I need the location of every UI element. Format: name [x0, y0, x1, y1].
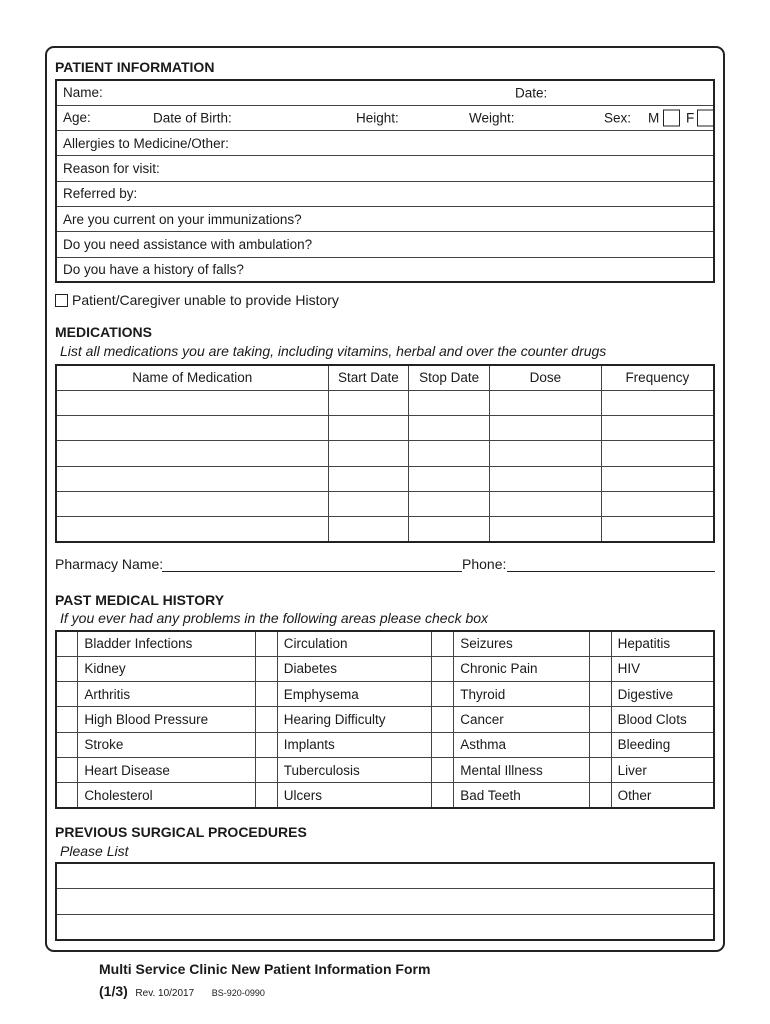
- col-header-start-date: Start Date: [328, 365, 409, 390]
- immunizations-label: Are you current on your immunizations?: [56, 206, 714, 231]
- condition-checkbox[interactable]: [589, 732, 611, 757]
- past-history-title: PAST MEDICAL HISTORY: [55, 592, 225, 608]
- form-footer-title: Multi Service Clinic New Patient Information Form: [99, 961, 431, 977]
- frequency-cell[interactable]: [601, 390, 714, 415]
- col-header-dose: Dose: [490, 365, 602, 390]
- condition-checkbox[interactable]: [589, 783, 611, 808]
- surgical-title: PREVIOUS SURGICAL PROCEDURES: [55, 824, 307, 840]
- surgical-subtitle: Please List: [60, 843, 129, 859]
- condition-checkbox[interactable]: [589, 682, 611, 707]
- medication-cell[interactable]: [56, 492, 328, 517]
- medications-subtitle: List all medications you are taking, including vitamins, herbal and over the counter drugs: [60, 343, 607, 359]
- start-date-cell[interactable]: [328, 441, 409, 466]
- condition-checkbox[interactable]: [589, 656, 611, 681]
- stop-date-cell[interactable]: [409, 466, 490, 491]
- condition-checkbox[interactable]: [432, 707, 454, 732]
- history-row: [56, 656, 714, 681]
- history-row: [56, 732, 714, 757]
- reason-row[interactable]: [56, 156, 714, 181]
- condition-label: Cholesterol: [78, 783, 256, 808]
- condition-label: Ulcers: [277, 783, 432, 808]
- condition-label: Tuberculosis: [277, 757, 432, 782]
- condition-label: Implants: [277, 732, 432, 757]
- dose-cell[interactable]: [490, 466, 602, 491]
- col-header-frequency: Frequency: [601, 365, 714, 390]
- age-label: Age:: [63, 110, 91, 126]
- sex-f-checkbox[interactable]: [697, 109, 714, 126]
- revision-date: Rev. 10/2017: [135, 988, 195, 999]
- condition-label: Liver: [611, 757, 714, 782]
- condition-label: Heart Disease: [78, 757, 256, 782]
- condition-label: Seizures: [454, 631, 590, 656]
- start-date-cell[interactable]: [328, 415, 409, 440]
- unable-history-option[interactable]: [55, 292, 339, 308]
- col-header-medication: Name of Medication: [56, 365, 328, 390]
- form-code: BS-920-0990: [211, 988, 265, 998]
- start-date-cell[interactable]: [328, 390, 409, 415]
- medications-header-row: [56, 365, 714, 390]
- stop-date-cell[interactable]: [409, 390, 490, 415]
- condition-checkbox[interactable]: [255, 682, 277, 707]
- referred-label: Referred by:: [56, 181, 714, 206]
- condition-label: Arthritis: [78, 682, 256, 707]
- stop-date-cell[interactable]: [409, 517, 490, 542]
- condition-label: Hearing Difficulty: [277, 707, 432, 732]
- surgical-row[interactable]: [56, 889, 714, 915]
- phone-field[interactable]: [507, 571, 715, 572]
- condition-checkbox[interactable]: [56, 631, 78, 656]
- start-date-cell[interactable]: [328, 517, 409, 542]
- condition-checkbox[interactable]: [56, 656, 78, 681]
- history-row: [56, 682, 714, 707]
- condition-label: Mental Illness: [454, 757, 590, 782]
- start-date-cell[interactable]: [328, 466, 409, 491]
- dose-cell[interactable]: [490, 415, 602, 440]
- condition-checkbox[interactable]: [255, 656, 277, 681]
- condition-checkbox[interactable]: [255, 732, 277, 757]
- frequency-cell[interactable]: [601, 492, 714, 517]
- allergies-row[interactable]: [56, 131, 714, 156]
- form-footer-meta: [99, 983, 265, 999]
- col-header-stop-date: Stop Date: [409, 365, 490, 390]
- condition-checkbox[interactable]: [56, 682, 78, 707]
- allergies-label: Allergies to Medicine/Other:: [56, 131, 714, 156]
- reason-label: Reason for visit:: [56, 156, 714, 181]
- medication-row[interactable]: [56, 415, 714, 440]
- sex-label: Sex:: [604, 110, 632, 126]
- condition-label: Bleeding: [611, 732, 714, 757]
- surgical-row[interactable]: [56, 863, 714, 889]
- pharmacy-name-label: Pharmacy Name:: [55, 556, 164, 572]
- falls-row[interactable]: [56, 257, 714, 282]
- weight-label: Weight:: [469, 110, 515, 126]
- medication-cell[interactable]: [56, 390, 328, 415]
- condition-checkbox[interactable]: [432, 656, 454, 681]
- condition-label: Asthma: [454, 732, 590, 757]
- condition-label: Diabetes: [277, 656, 432, 681]
- ambulation-label: Do you need assistance with ambulation?: [56, 232, 714, 257]
- unable-history-label: Patient/Caregiver unable to provide History: [72, 292, 339, 308]
- condition-label: Chronic Pain: [454, 656, 590, 681]
- date-label: Date:: [515, 85, 548, 101]
- medication-cell[interactable]: [56, 517, 328, 542]
- condition-checkbox[interactable]: [432, 631, 454, 656]
- dose-cell[interactable]: [490, 517, 602, 542]
- name-row[interactable]: [56, 80, 714, 105]
- condition-checkbox[interactable]: [432, 732, 454, 757]
- condition-checkbox[interactable]: [589, 631, 611, 656]
- history-row: [56, 707, 714, 732]
- condition-checkbox[interactable]: [255, 757, 277, 782]
- condition-checkbox[interactable]: [56, 783, 78, 808]
- frequency-cell[interactable]: [601, 466, 714, 491]
- condition-label: Kidney: [78, 656, 256, 681]
- dob-label: Date of Birth:: [153, 110, 232, 126]
- pharmacy-name-field[interactable]: [162, 571, 462, 572]
- medications-title: MEDICATIONS: [55, 324, 152, 340]
- condition-checkbox[interactable]: [255, 631, 277, 656]
- condition-label: Thyroid: [454, 682, 590, 707]
- condition-label: Blood Clots: [611, 707, 714, 732]
- condition-label: Digestive: [611, 682, 714, 707]
- patient-info-title: PATIENT INFORMATION: [55, 59, 215, 75]
- surgical-entry[interactable]: [56, 863, 714, 889]
- history-row: [56, 757, 714, 782]
- condition-label: Stroke: [78, 732, 256, 757]
- condition-label: Emphysema: [277, 682, 432, 707]
- condition-label: Hepatitis: [611, 631, 714, 656]
- condition-label: Cancer: [454, 707, 590, 732]
- name-label: Name:: [63, 85, 103, 101]
- condition-checkbox[interactable]: [432, 783, 454, 808]
- surgical-entry[interactable]: [56, 889, 714, 915]
- sex-m-label: M: [648, 110, 660, 126]
- stop-date-cell[interactable]: [409, 415, 490, 440]
- ambulation-row[interactable]: [56, 232, 714, 257]
- condition-checkbox[interactable]: [56, 732, 78, 757]
- immunizations-row[interactable]: [56, 206, 714, 231]
- surgical-entry[interactable]: [56, 914, 714, 940]
- age-row[interactable]: [56, 105, 714, 130]
- surgical-table: [55, 862, 715, 941]
- condition-checkbox[interactable]: [589, 757, 611, 782]
- page-number: (1/3): [99, 983, 128, 999]
- medication-cell[interactable]: [56, 441, 328, 466]
- sex-m-checkbox[interactable]: [663, 109, 680, 126]
- condition-checkbox[interactable]: [56, 757, 78, 782]
- dose-cell[interactable]: [490, 492, 602, 517]
- referred-row[interactable]: [56, 181, 714, 206]
- falls-label: Do you have a history of falls?: [56, 257, 714, 282]
- stop-date-cell[interactable]: [409, 492, 490, 517]
- unable-history-checkbox[interactable]: [55, 294, 68, 307]
- medication-row[interactable]: [56, 441, 714, 466]
- past-history-table: [55, 630, 715, 809]
- history-row: [56, 783, 714, 808]
- condition-checkbox[interactable]: [589, 707, 611, 732]
- condition-checkbox[interactable]: [56, 707, 78, 732]
- sex-f-label: F: [686, 110, 695, 126]
- condition-checkbox[interactable]: [255, 783, 277, 808]
- condition-checkbox[interactable]: [432, 682, 454, 707]
- surgical-row[interactable]: [56, 914, 714, 940]
- condition-label: Circulation: [277, 631, 432, 656]
- frequency-cell[interactable]: [601, 415, 714, 440]
- history-row: [56, 631, 714, 656]
- medication-row[interactable]: [56, 517, 714, 542]
- condition-checkbox[interactable]: [432, 757, 454, 782]
- start-date-cell[interactable]: [328, 492, 409, 517]
- condition-label: Bladder Infections: [78, 631, 256, 656]
- medication-row[interactable]: [56, 466, 714, 491]
- medication-cell[interactable]: [56, 415, 328, 440]
- frequency-cell[interactable]: [601, 441, 714, 466]
- dose-cell[interactable]: [490, 390, 602, 415]
- frequency-cell[interactable]: [601, 517, 714, 542]
- past-history-subtitle: If you ever had any problems in the following areas please check box: [60, 610, 489, 626]
- dose-cell[interactable]: [490, 441, 602, 466]
- medications-table: [55, 364, 715, 543]
- phone-label: Phone:: [462, 556, 507, 572]
- medication-row[interactable]: [56, 390, 714, 415]
- medication-cell[interactable]: [56, 466, 328, 491]
- condition-label: Other: [611, 783, 714, 808]
- medication-row[interactable]: [56, 492, 714, 517]
- stop-date-cell[interactable]: [409, 441, 490, 466]
- height-label: Height:: [356, 110, 399, 126]
- condition-label: HIV: [611, 656, 714, 681]
- patient-info-table: [55, 79, 715, 283]
- condition-label: Bad Teeth: [454, 783, 590, 808]
- condition-checkbox[interactable]: [255, 707, 277, 732]
- condition-label: High Blood Pressure: [78, 707, 256, 732]
